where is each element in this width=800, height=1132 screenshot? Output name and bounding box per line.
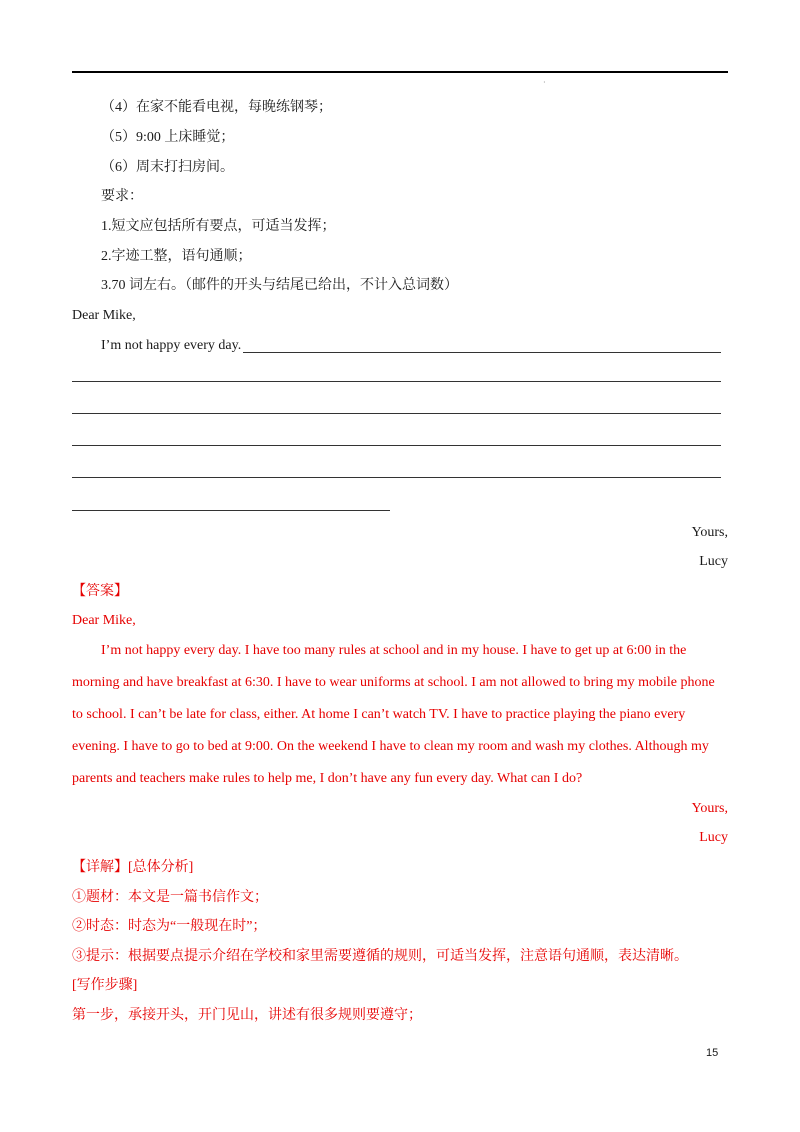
explanation-line-2: ②时态：时态为“一般现在时”； — [72, 919, 267, 934]
explanation-line-4: [写作步骤] — [72, 978, 138, 993]
answer-line-1: I’m not happy every day. I have too many rules at school and in my house. I have to get up at 6:00 in the — [101, 643, 687, 658]
requirement-rule-1: 1.短文应包括所有要点，可适当发挥； — [101, 219, 336, 234]
answer-signature: Lucy — [699, 830, 728, 845]
requirement-5: （5）9:00 上床睡觉； — [101, 130, 235, 145]
answer-greeting: Dear Mike, — [72, 613, 136, 628]
answer-closing: Yours, — [691, 801, 728, 816]
writing-line-6 — [72, 510, 390, 511]
writing-line-5 — [72, 477, 721, 478]
writing-line-1 — [243, 352, 721, 353]
header-dot: · — [543, 78, 546, 87]
explanation-line-3: ③提示：根据要点提示介绍在学校和家里需要遵循的规则，可适当发挥，注意语句通顺，表达清晰。 — [72, 949, 688, 964]
answer-line-3: to school. I can’t be late for class, either. At home I can’t watch TV. I have to practice playing the piano every — [72, 707, 686, 722]
requirement-4: （4）在家不能看电视，每晚练钢琴； — [101, 100, 332, 115]
answer-line-5: parents and teachers make rules to help me, I don’t have any fun every day. What can I do? — [72, 771, 583, 786]
explanation-line-5: 第一步，承接开头，开门见山，讲述有很多规则要遵守； — [72, 1008, 422, 1023]
header-rule — [72, 71, 728, 73]
requirements-heading: 要求： — [101, 189, 143, 204]
answer-line-2: morning and have breakfast at 6:30. I have to wear uniforms at school. I am not allowed to bring my mobile phone — [72, 675, 715, 690]
writing-line-4 — [72, 445, 721, 446]
page-number: 15 — [706, 1047, 719, 1059]
template-signature: Lucy — [699, 554, 728, 569]
requirement-6: （6）周末打扫房间。 — [101, 160, 234, 175]
answer-line-4: evening. I have to go to bed at 9:00. On the weekend I have to clean my room and wash my clothes. Although my — [72, 739, 709, 754]
requirement-rule-3: 3.70 词左右。（邮件的开头与结尾已给出，不计入总词数） — [101, 278, 458, 293]
requirement-rule-2: 2.字迹工整，语句通顺； — [101, 249, 252, 264]
template-opening: I’m not happy every day. — [101, 338, 242, 353]
template-closing: Yours, — [691, 525, 728, 540]
explanation-line-1: ①题材：本文是一篇书信作文； — [72, 890, 268, 905]
answer-heading: 【答案】 — [72, 584, 128, 599]
explanation-heading: 【详解】[总体分析] — [72, 860, 194, 875]
template-greeting: Dear Mike, — [72, 308, 136, 323]
writing-line-2 — [72, 381, 721, 382]
writing-line-3 — [72, 413, 721, 414]
